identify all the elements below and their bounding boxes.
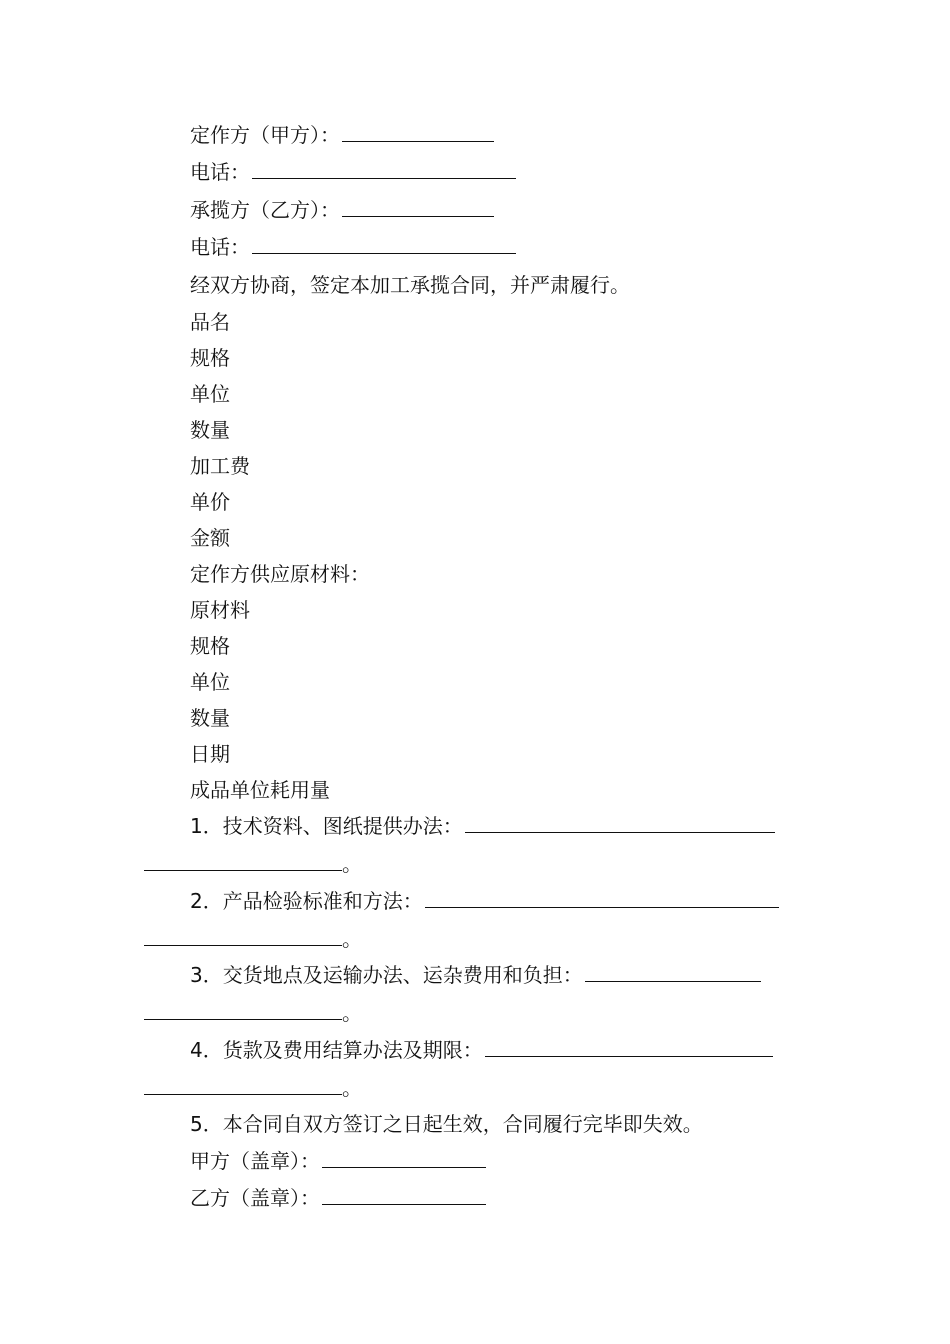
phone-a-blank[interactable] bbox=[252, 158, 516, 179]
material-field: 成品单位耗用量 bbox=[190, 778, 330, 802]
party-a-seal-label: 甲方（盖章）： bbox=[190, 1149, 320, 1173]
clause-1-blank[interactable] bbox=[465, 812, 775, 833]
material-field: 日期 bbox=[190, 742, 230, 766]
materials-heading: 定作方供应原材料： bbox=[190, 562, 370, 586]
phone-b-blank[interactable] bbox=[252, 233, 516, 254]
clause-2-blank-cont[interactable] bbox=[144, 925, 342, 946]
party-b-seal-label: 乙方（盖章）： bbox=[190, 1186, 320, 1210]
clause-3 bbox=[190, 961, 761, 989]
clause-3-continuation bbox=[144, 999, 362, 1027]
clause-2-label: 2．产品检验标准和方法： bbox=[190, 889, 423, 913]
clause-2 bbox=[190, 887, 779, 915]
clause-1-continuation bbox=[144, 850, 362, 878]
phone-b-line bbox=[190, 233, 516, 261]
clause-2-continuation bbox=[144, 925, 362, 953]
clause-3-end: 。 bbox=[342, 1001, 362, 1025]
clause-1-label: 1．技术资料、图纸提供办法： bbox=[190, 814, 463, 838]
product-field: 数量 bbox=[190, 418, 230, 442]
product-field: 规格 bbox=[190, 346, 230, 370]
clause-1-blank-cont[interactable] bbox=[144, 850, 342, 871]
party-b-seal-line bbox=[190, 1184, 486, 1212]
material-field: 数量 bbox=[190, 706, 230, 730]
phone-b-label: 电话： bbox=[190, 235, 250, 259]
clause-4-end: 。 bbox=[342, 1076, 362, 1100]
party-b-seal-blank[interactable] bbox=[322, 1184, 486, 1205]
party-a-blank[interactable] bbox=[342, 121, 494, 142]
party-b-label: 承揽方（乙方）： bbox=[190, 198, 340, 222]
party-a-seal-line bbox=[190, 1147, 486, 1175]
party-a-line bbox=[190, 121, 494, 149]
clause-4-blank[interactable] bbox=[485, 1036, 773, 1057]
clause-3-label: 3．交货地点及运输办法、运杂费用和负担： bbox=[190, 963, 583, 987]
clause-4-blank-cont[interactable] bbox=[144, 1074, 342, 1095]
clause-4 bbox=[190, 1036, 773, 1064]
clause-2-end: 。 bbox=[342, 927, 362, 951]
intro-text: 经双方协商，签定本加工承揽合同，并严肃履行。 bbox=[190, 273, 630, 297]
phone-a-label: 电话： bbox=[190, 160, 250, 184]
product-field: 金额 bbox=[190, 526, 230, 550]
party-a-seal-blank[interactable] bbox=[322, 1147, 486, 1168]
product-field: 单价 bbox=[190, 490, 230, 514]
clause-1 bbox=[190, 812, 775, 840]
party-b-line bbox=[190, 196, 494, 224]
party-b-blank[interactable] bbox=[342, 196, 494, 217]
clause-1-end: 。 bbox=[342, 852, 362, 876]
product-field: 加工费 bbox=[190, 454, 250, 478]
material-field: 原材料 bbox=[190, 598, 250, 622]
clause-3-blank[interactable] bbox=[585, 961, 761, 982]
material-field: 规格 bbox=[190, 634, 230, 658]
party-a-label: 定作方（甲方）： bbox=[190, 123, 340, 147]
clause-4-continuation bbox=[144, 1074, 362, 1102]
clause-5: 5．本合同自双方签订之日起生效，合同履行完毕即失效。 bbox=[190, 1112, 703, 1136]
clause-3-blank-cont[interactable] bbox=[144, 999, 342, 1020]
clause-4-label: 4．货款及费用结算办法及期限： bbox=[190, 1038, 483, 1062]
product-field: 品名 bbox=[190, 310, 230, 334]
clause-2-blank[interactable] bbox=[425, 887, 779, 908]
material-field: 单位 bbox=[190, 670, 230, 694]
product-field: 单位 bbox=[190, 382, 230, 406]
phone-a-line bbox=[190, 158, 516, 186]
